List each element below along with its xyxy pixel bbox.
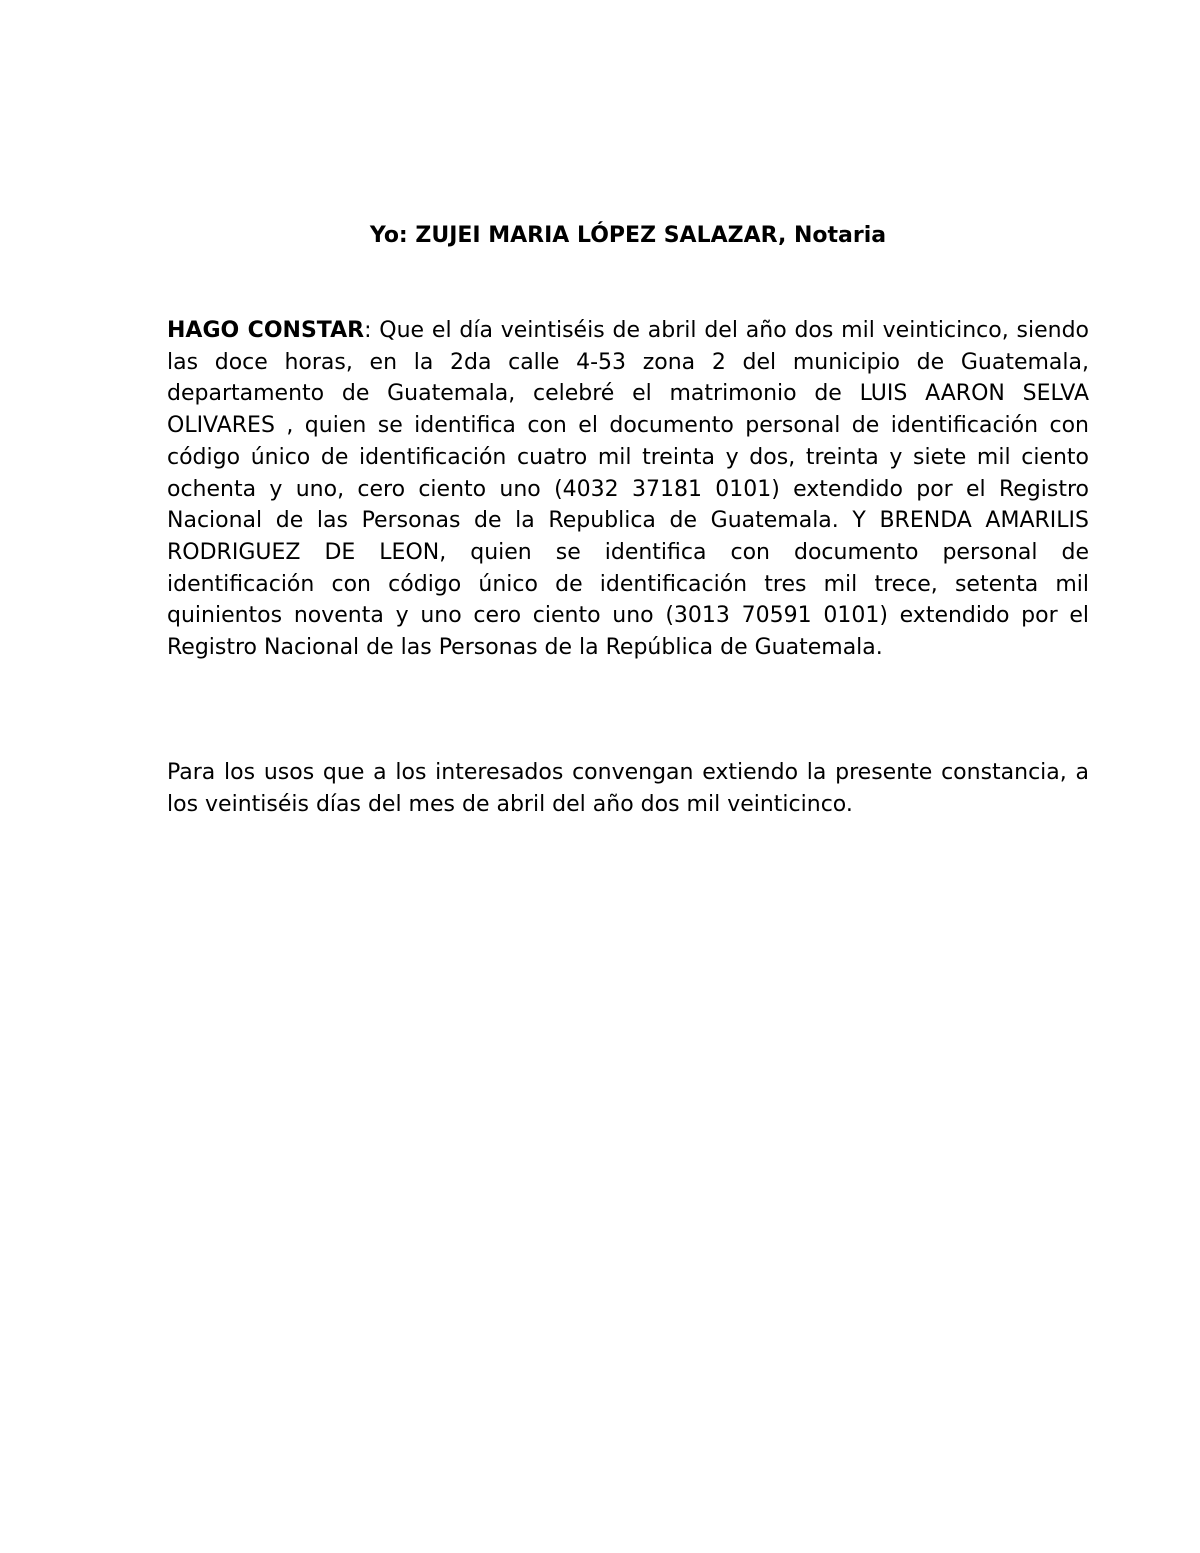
closing-paragraph: Para los usos que a los interesados convengan extiendo la presente constancia, a los veintiséis días del mes de abril del año dos mil veinticinco.	[167, 760, 1089, 817]
document-title: Yo: ZUJEI MARIA LÓPEZ SALAZAR, Notaria	[369, 223, 887, 248]
certification-paragraph	[167, 315, 1089, 664]
certification-body: : Que el día veintiséis de abril del año dos mil veinticinco, siendo las doce horas, en la 2da calle 4-53 zona 2 del municipio de Guatemala, departamento de Guatemala, celebré el matrimonio de LUIS AARON SELVA OLIVARES , quien se identifica con el documento personal de identificación con código único de identificación cuatro mil treinta y dos, treinta y siete mil ciento ochenta y uno, cero ciento uno (4032 37181 0101) extendido por el Registro Nacional de las Personas de la Republica de Guatemala. Y BRENDA AMARILIS RODRIGUEZ DE LEON, quien se identifica con documento personal de identificación con código único de identificación tres mil trece, setenta mil quinientos noventa y uno cero ciento uno (3013 70591 0101) extendido por el Registro Nacional de las Personas de la República de Guatemala.	[167, 318, 1089, 661]
certification-lead: HAGO CONSTAR	[167, 318, 365, 343]
